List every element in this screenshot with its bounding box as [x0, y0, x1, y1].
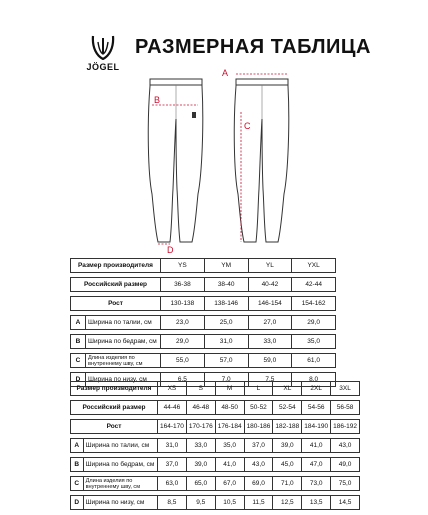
- tights-back-view: [234, 79, 289, 242]
- table-cell: 39,0: [273, 439, 302, 453]
- table-cell: 65,0: [186, 477, 215, 491]
- table-cell: 176-184: [215, 420, 244, 434]
- height-label: Рост: [71, 420, 158, 434]
- table-row: [71, 297, 336, 311]
- size-label: YXL: [292, 259, 336, 273]
- table-row: [71, 439, 360, 453]
- table-row: [71, 354, 336, 368]
- marker-a-label: A: [222, 68, 229, 78]
- table-cell: 48-50: [215, 401, 244, 415]
- measure-label: Ширина по низу, см: [83, 496, 157, 510]
- table-cell: 42-44: [292, 278, 336, 292]
- marker-b-label: B: [154, 95, 161, 105]
- table-cell: 49,0: [331, 458, 360, 472]
- table-cell: 50-52: [244, 401, 273, 415]
- brand-logo: [80, 34, 126, 72]
- table-cell: 45,0: [273, 458, 302, 472]
- table-cell: 37,0: [244, 439, 273, 453]
- table-cell: 35,0: [215, 439, 244, 453]
- table-cell: 33,0: [186, 439, 215, 453]
- table-cell: 31,0: [204, 335, 248, 349]
- table-header-label: Размер производителя: [71, 259, 161, 273]
- table-cell: 35,0: [292, 335, 336, 349]
- table-cell: 186-192: [331, 420, 360, 434]
- table-cell: 52-54: [273, 401, 302, 415]
- table-cell: 33,0: [248, 335, 292, 349]
- table-row: [71, 458, 360, 472]
- table-cell: 25,0: [204, 316, 248, 330]
- table-cell: 6,5: [161, 373, 205, 387]
- measure-letter: D: [71, 373, 86, 387]
- size-label: 3XL: [331, 382, 360, 396]
- size-label: L: [244, 382, 273, 396]
- measure-letter: C: [71, 354, 86, 368]
- table-cell: 44-46: [157, 401, 186, 415]
- table-row: [71, 259, 336, 273]
- measure-letter: B: [71, 458, 84, 472]
- table-header-label: Размер производителя: [71, 382, 158, 396]
- table-cell: 146-154: [248, 297, 292, 311]
- table-row: [71, 382, 360, 396]
- table-cell: 14,5: [331, 496, 360, 510]
- table-row: [71, 477, 360, 491]
- table-row: [71, 335, 336, 349]
- table-cell: 180-186: [244, 420, 273, 434]
- table-cell: 73,0: [302, 477, 331, 491]
- measure-label: Длина изделия по внутреннему шву, см: [86, 354, 161, 368]
- marker-c-label: C: [244, 121, 251, 131]
- table-cell: 29,0: [161, 335, 205, 349]
- brand-name: JÖGEL: [86, 62, 120, 72]
- table-cell: 69,0: [244, 477, 273, 491]
- table-cell: 182-188: [273, 420, 302, 434]
- russian-size-label: Российский размер: [71, 401, 158, 415]
- table-cell: 59,0: [248, 354, 292, 368]
- table-cell: 170-176: [186, 420, 215, 434]
- table-cell: 7,0: [204, 373, 248, 387]
- table-row: [71, 316, 336, 330]
- table-cell: 47,0: [302, 458, 331, 472]
- measure-letter: A: [71, 439, 84, 453]
- table-cell: 43,0: [244, 458, 273, 472]
- table-cell: 31,0: [157, 439, 186, 453]
- brand-emblem-icon: [90, 34, 116, 60]
- marker-d-label: D: [167, 245, 174, 254]
- table-cell: 154-162: [292, 297, 336, 311]
- table-row: [71, 496, 360, 510]
- table-cell: 8,5: [157, 496, 186, 510]
- table-cell: 75,0: [331, 477, 360, 491]
- table-row: [71, 420, 360, 434]
- table-cell: 57,0: [204, 354, 248, 368]
- table-cell: 36-38: [161, 278, 205, 292]
- size-label: M: [215, 382, 244, 396]
- table-cell: 10,5: [215, 496, 244, 510]
- measure-letter: C: [71, 477, 84, 491]
- measure-label: Длина изделия по внутреннему шву, см: [83, 477, 157, 491]
- page-title: РАЗМЕРНАЯ ТАБЛИЦА: [135, 36, 371, 58]
- size-label: 2XL: [302, 382, 331, 396]
- size-table-youth: [70, 258, 336, 387]
- table-cell: 41,0: [302, 439, 331, 453]
- table-cell: 8,0: [292, 373, 336, 387]
- size-label: YL: [248, 259, 292, 273]
- size-label: S: [186, 382, 215, 396]
- measure-label: Ширина по талии, см: [86, 316, 161, 330]
- measure-letter: A: [71, 316, 86, 330]
- measure-letter: D: [71, 496, 84, 510]
- table-cell: 130-138: [161, 297, 205, 311]
- height-label: Рост: [71, 297, 161, 311]
- table-row: [71, 278, 336, 292]
- size-label: YS: [161, 259, 205, 273]
- table-cell: 38-40: [204, 278, 248, 292]
- table-cell: 23,0: [161, 316, 205, 330]
- table-row: [71, 401, 360, 415]
- size-table-adult: [70, 381, 360, 510]
- size-label: YM: [204, 259, 248, 273]
- table-cell: 40-42: [248, 278, 292, 292]
- measure-label: Ширина по талии, см: [83, 439, 157, 453]
- russian-size-label: Российский размер: [71, 278, 161, 292]
- table-cell: 7,5: [248, 373, 292, 387]
- table-cell: 67,0: [215, 477, 244, 491]
- table-cell: 184-190: [302, 420, 331, 434]
- table-cell: 56-58: [331, 401, 360, 415]
- table-cell: 11,5: [244, 496, 273, 510]
- table-cell: 37,0: [157, 458, 186, 472]
- table-cell: 29,0: [292, 316, 336, 330]
- measure-label: Ширина по низу, см: [86, 373, 161, 387]
- table-cell: 27,0: [248, 316, 292, 330]
- table-cell: 41,0: [215, 458, 244, 472]
- size-label: XL: [273, 382, 302, 396]
- tights-diagram: [140, 64, 300, 254]
- size-label: XS: [157, 382, 186, 396]
- table-cell: 61,0: [292, 354, 336, 368]
- table-cell: 63,0: [157, 477, 186, 491]
- table-cell: 39,0: [186, 458, 215, 472]
- measure-label: Ширина по бедрам, см: [86, 335, 161, 349]
- table-cell: 138-146: [204, 297, 248, 311]
- table-cell: 55,0: [161, 354, 205, 368]
- table-cell: 46-48: [186, 401, 215, 415]
- table-cell: 13,5: [302, 496, 331, 510]
- table-cell: 12,5: [273, 496, 302, 510]
- table-cell: 9,5: [186, 496, 215, 510]
- table-cell: 164-170: [157, 420, 186, 434]
- measure-letter: B: [71, 335, 86, 349]
- table-cell: 54-56: [302, 401, 331, 415]
- table-cell: 43,0: [331, 439, 360, 453]
- measure-label: Ширина по бедрам, см: [83, 458, 157, 472]
- table-cell: 71,0: [273, 477, 302, 491]
